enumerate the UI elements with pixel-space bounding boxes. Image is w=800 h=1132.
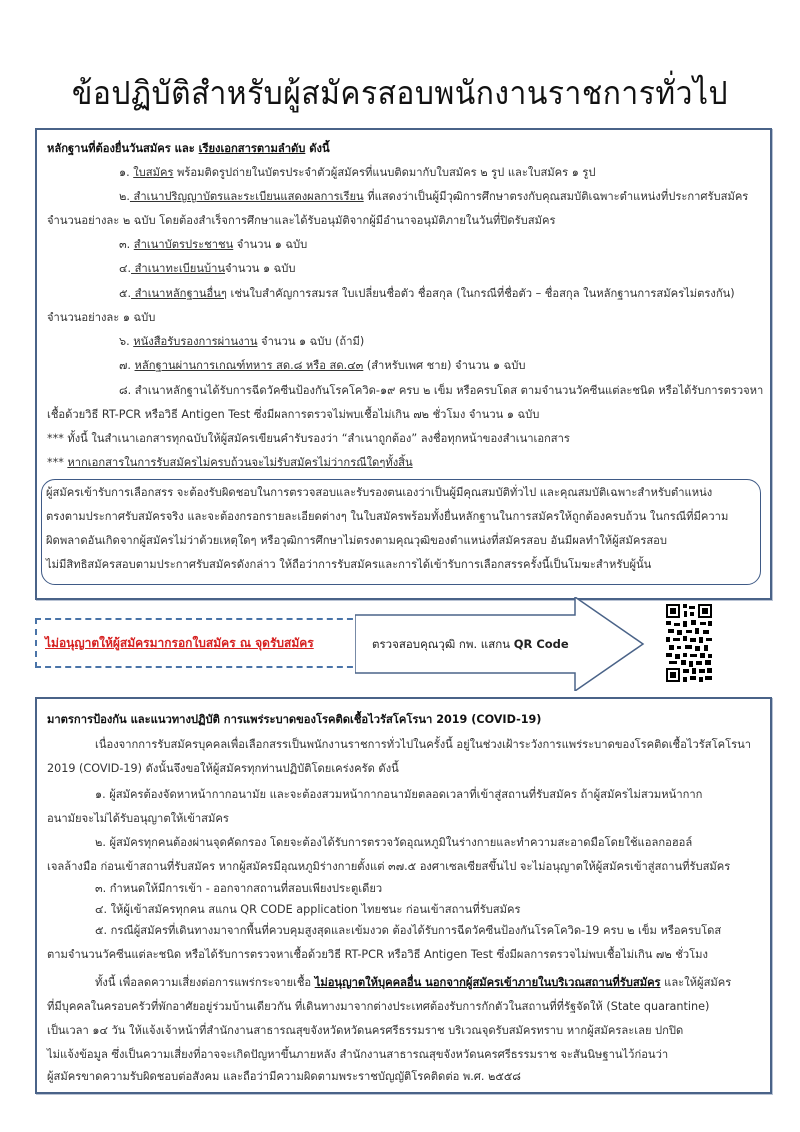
covid-rule-5-cont: ตามจำนวนวัคซีนแต่ละชนิด หรือได้รับการตรวจหาเชื้อด้วยวิธี RT-PCR หรือวิธี Antigen Test ซึ่งมีผลการตรวจไม่พบเชื้อไม่เกิน ๗๒ ชั่วโมง bbox=[47, 948, 708, 961]
document-item-8: ๘. สำเนาหลักฐานได้รับการฉีดวัคซีนป้องกันโรคโควิด-๑๙ ครบ ๒ เข็ม หรือครบโดส ตามจำนวนวัคซีนแต่ละชนิด หรือได้รับการตรวจหา bbox=[119, 384, 764, 397]
covid-rule-1: ๑. ผู้สมัครต้องจัดหาหน้ากากอนามัย และจะต้องสวมหน้ากากอนามัยตลอดเวลาที่เข้าสู่สถานที่รับสมัคร ถ้าผู้สมัครไม่สวมหน้ากาก bbox=[95, 788, 703, 801]
incomplete-documents-warning: *** หากเอกสารในการรับสมัครไม่ครบถ้วนจะไม่รับสมัครไม่ว่ากรณีใดๆทั้งสิ้น bbox=[47, 456, 413, 469]
heading-suffix: ดังนี้ bbox=[305, 142, 330, 155]
covid-rule-2-cont: เจลล้างมือ ก่อนเข้าสถานที่รับสมัคร หากผู้สมัครมีอุณหภูมิร่างกายตั้งแต่ ๓๗.๕ องศาเซลเซียสขึ้นไป จะไม่อนุญาตให้ผู้สมัครเข้าสู่สถานที่รับสมัคร bbox=[47, 860, 731, 873]
document-item-4: ๔. สำเนาทะเบียนบ้านจำนวน ๑ ฉบับ bbox=[119, 262, 296, 275]
page-title: ข้อปฏิบัติสำหรับผู้สมัครสอบพนักงานราชการทั่วไป bbox=[71, 74, 729, 113]
document-item-8-cont: เชื้อด้วยวิธี RT-PCR หรือวิธี Antigen Test ซึ่งมีผลการตรวจไม่พบเชื้อไม่เกิน ๗๒ ชั่วโมง จำนวน ๑ ฉบับ bbox=[47, 408, 540, 421]
document-item-2: ๒. สำเนาปริญญาบัตรและระเบียนแสดงผลการเรียน ที่แสดงว่าเป็นผู้มีวุฒิการศึกษาตรงกับคุณสมบัติเฉพาะตำแหน่งที่ประกาศรับสมัคร bbox=[119, 190, 749, 203]
closing-paragraph-line: ผู้สมัครขาดความรับผิดชอบต่อสังคม และถือว่ามีความผิดตามพระราชบัญญัติโรคติดต่อ พ.ศ. ๒๕๕๘ bbox=[47, 1070, 521, 1083]
covid-rule-2: ๒. ผู้สมัครทุกคนต้องผ่านจุดคัดกรอง โดยจะต้องได้รับการตรวจวัดอุณหภูมิในร่างกายและทำความสะอาดมือโดยใช้แอลกอฮอล์ bbox=[95, 836, 693, 849]
covid-rule-4: ๔. ให้ผู้เข้าสมัครทุกคน สแกน QR CODE application ไทยชนะ ก่อนเข้าสถานที่รับสมัคร bbox=[95, 903, 521, 916]
disclaimer-line: ตรงตามประกาศรับสมัครจริง และจะต้องกรอกรายละเอียดต่างๆ ในใบสมัครพร้อมทั้งยื่นหลักฐานในการสมัครให้ถูกต้องครบถ้วน ในกรณีที่มีความ bbox=[46, 510, 729, 523]
document-item-6: ๖. หนังสือรับรองการผ่านงาน จำนวน ๑ ฉบับ (ถ้ามี) bbox=[119, 335, 365, 348]
document-item-7: ๗. หลักฐานผ่านการเกณฑ์ทหาร สด.๘ หรือ สด.๔๓ (สำหรับเพศ ชาย) จำนวน ๑ ฉบับ bbox=[119, 359, 526, 372]
closing-paragraph-line: ไม่แจ้งข้อมูล ซึ่งเป็นความเสี่ยงที่อาจจะเกิดปัญหาขึ้นภายหลัง สำนักงานสาธารณสุขจังหวัดนครศรีธรรมราช จะสันนิษฐานไว้ก่อนว่า bbox=[47, 1048, 669, 1061]
disclaimer-line: ผิดพลาดอันเกิดจากผู้สมัครไม่ว่าด้วยเหตุใดๆ หรือวุฒิการศึกษาไม่ตรงตามคุณวุฒิของตำแหน่งที่สมัครสอบ อันมีผลทำให้ผู้สมัครสอบ bbox=[46, 534, 668, 547]
disclaimer-box bbox=[41, 479, 761, 585]
covid-heading: มาตรการป้องกัน และแนวทางปฏิบัติ การแพร่ระบาดของโรคติดเชื้อไวรัสโคโรนา 2019 (COVID-19) bbox=[47, 713, 542, 726]
document-item-2-cont: จำนวนอย่างละ ๒ ฉบับ โดยต้องสำเร็จการศึกษาและได้รับอนุมัติจากผู้มีอำนาจอนุมัติภายในวันที่ปิดรับสมัคร bbox=[47, 214, 556, 227]
closing-paragraph-line: ทั้งนี้ เพื่อลดความเสี่ยงต่อการแพร่กระจายเชื้อ ไม่อนุญาตให้บุคคลอื่น นอกจากผู้สมัครเข้าภายในบริเวณสถานที่รับสมัคร และให้ผู้สมัคร bbox=[95, 976, 732, 989]
heading-underlined: เรียงเอกสารตามลำดับ bbox=[198, 142, 306, 155]
qr-code-icon[interactable] bbox=[665, 603, 713, 683]
disclaimer-line: ผู้สมัครเข้ารับการเลือกสรร จะต้องรับผิดชอบในการตรวจสอบและรับรองตนเองว่าเป็นผู้มีคุณสมบัติทั่วไป และคุณสมบัติเฉพาะสำหรับตำแหน่ง bbox=[46, 486, 713, 499]
covid-rule-5: ๕. กรณีผู้สมัครที่เดินทางมาจากพื้นที่ควบคุมสูงสุดและเข้มงวด ต้องได้รับการฉีดวัคซีนป้องกันโรคโควิด-19 ครบ ๒ เข็ม หรือครบโดส bbox=[95, 924, 722, 937]
document-item-5: ๕. สำเนาหลักฐานอื่นๆ เช่นใบสำคัญการสมรส ใบเปลี่ยนชื่อตัว ชื่อสกุล (ในกรณีที่ชื่อตัว – ชื่อสกุล ในหลักฐานการสมัครไม่ตรงกัน) bbox=[119, 287, 735, 300]
covid-rule-3: ๓. กำหนดให้มีการเข้า - ออกจากสถานที่สอบเพียงประตูเดียว bbox=[95, 882, 383, 895]
disclaimer-line: ไม่มีสิทธิสมัครสอบตามประกาศรับสมัครดังกล่าว ให้ถือว่าการรับสมัครและการได้เข้ารับการเลือกสรรครั้งนี้เป็นโมฆะสำหรับผู้นั้น bbox=[46, 558, 652, 571]
closing-paragraph-line: เป็นเวลา ๑๔ วัน ให้แจ้งเจ้าหน้าที่สำนักงานสาธารณสุขจังหวัดหวัดนครศรีธรรมราช บริเวณจุดรับสมัครทราบ หากผู้สมัครละเลย ปกปิด bbox=[47, 1024, 684, 1037]
document-item-3: ๓. สำเนาบัตรประชาชน จำนวน ๑ ฉบับ bbox=[119, 238, 308, 251]
certification-note: *** ทั้งนี้ ในสำเนาเอกสารทุกฉบับให้ผู้สมัครเขียนคำรับรองว่า “สำเนาถูกต้อง” ลงชื่อทุกหน้าของสำเนาเอกสาร bbox=[47, 432, 570, 445]
document-item-5-cont: จำนวนอย่างละ ๑ ฉบับ bbox=[47, 311, 156, 324]
covid-intro-line: 2019 (COVID-19) ดังนั้นจึงขอให้ผู้สมัครทุกท่านปฏิบัติโดยเคร่งครัด ดังนี้ bbox=[47, 762, 399, 775]
covid-measures-box bbox=[35, 697, 772, 1094]
required-documents-box bbox=[35, 128, 772, 600]
heading-text: หลักฐานที่ต้องยื่นวันสมัคร และ bbox=[47, 142, 199, 155]
document-item-1: ๑. ใบสมัคร พร้อมติดรูปถ่ายในบัตรประจำตัวผู้สมัครที่แนบติดมากับใบสมัคร ๒ รูป และใบสมัคร ๑ รูป bbox=[119, 166, 596, 179]
closing-paragraph-line: ที่มีบุคคลในครอบครัวที่พักอาศัยอยู่ร่วมบ้านเดียวกัน ที่เดินทางมาจากต่างประเทศต้องรับการกักตัวในสถานที่ที่รัฐจัดให้ (State quarantine) bbox=[47, 1000, 710, 1013]
qr-instruction: ตรวจสอบคุณวุฒิ กพ. แสกน QR Code bbox=[372, 637, 569, 651]
covid-rule-1-cont: อนามัยจะไม่ได้รับอนุญาตให้เข้าสมัคร bbox=[47, 812, 229, 825]
covid-intro-line: เนื่องจากการรับสมัครบุคคลเพื่อเลือกสรรเป็นพนักงานราชการทั่วไปในครั้งนี้ อยู่ในช่วงเฝ้าระวังการแพร่ระบาดของโรคติดเชื้อไวรัสโคโรนา bbox=[95, 738, 752, 751]
no-walkin-notice: ไม่อนุญาตให้ผู้สมัครมากรอกใบสมัคร ณ จุดรับสมัคร bbox=[45, 636, 314, 650]
documents-heading bbox=[47, 142, 330, 156]
